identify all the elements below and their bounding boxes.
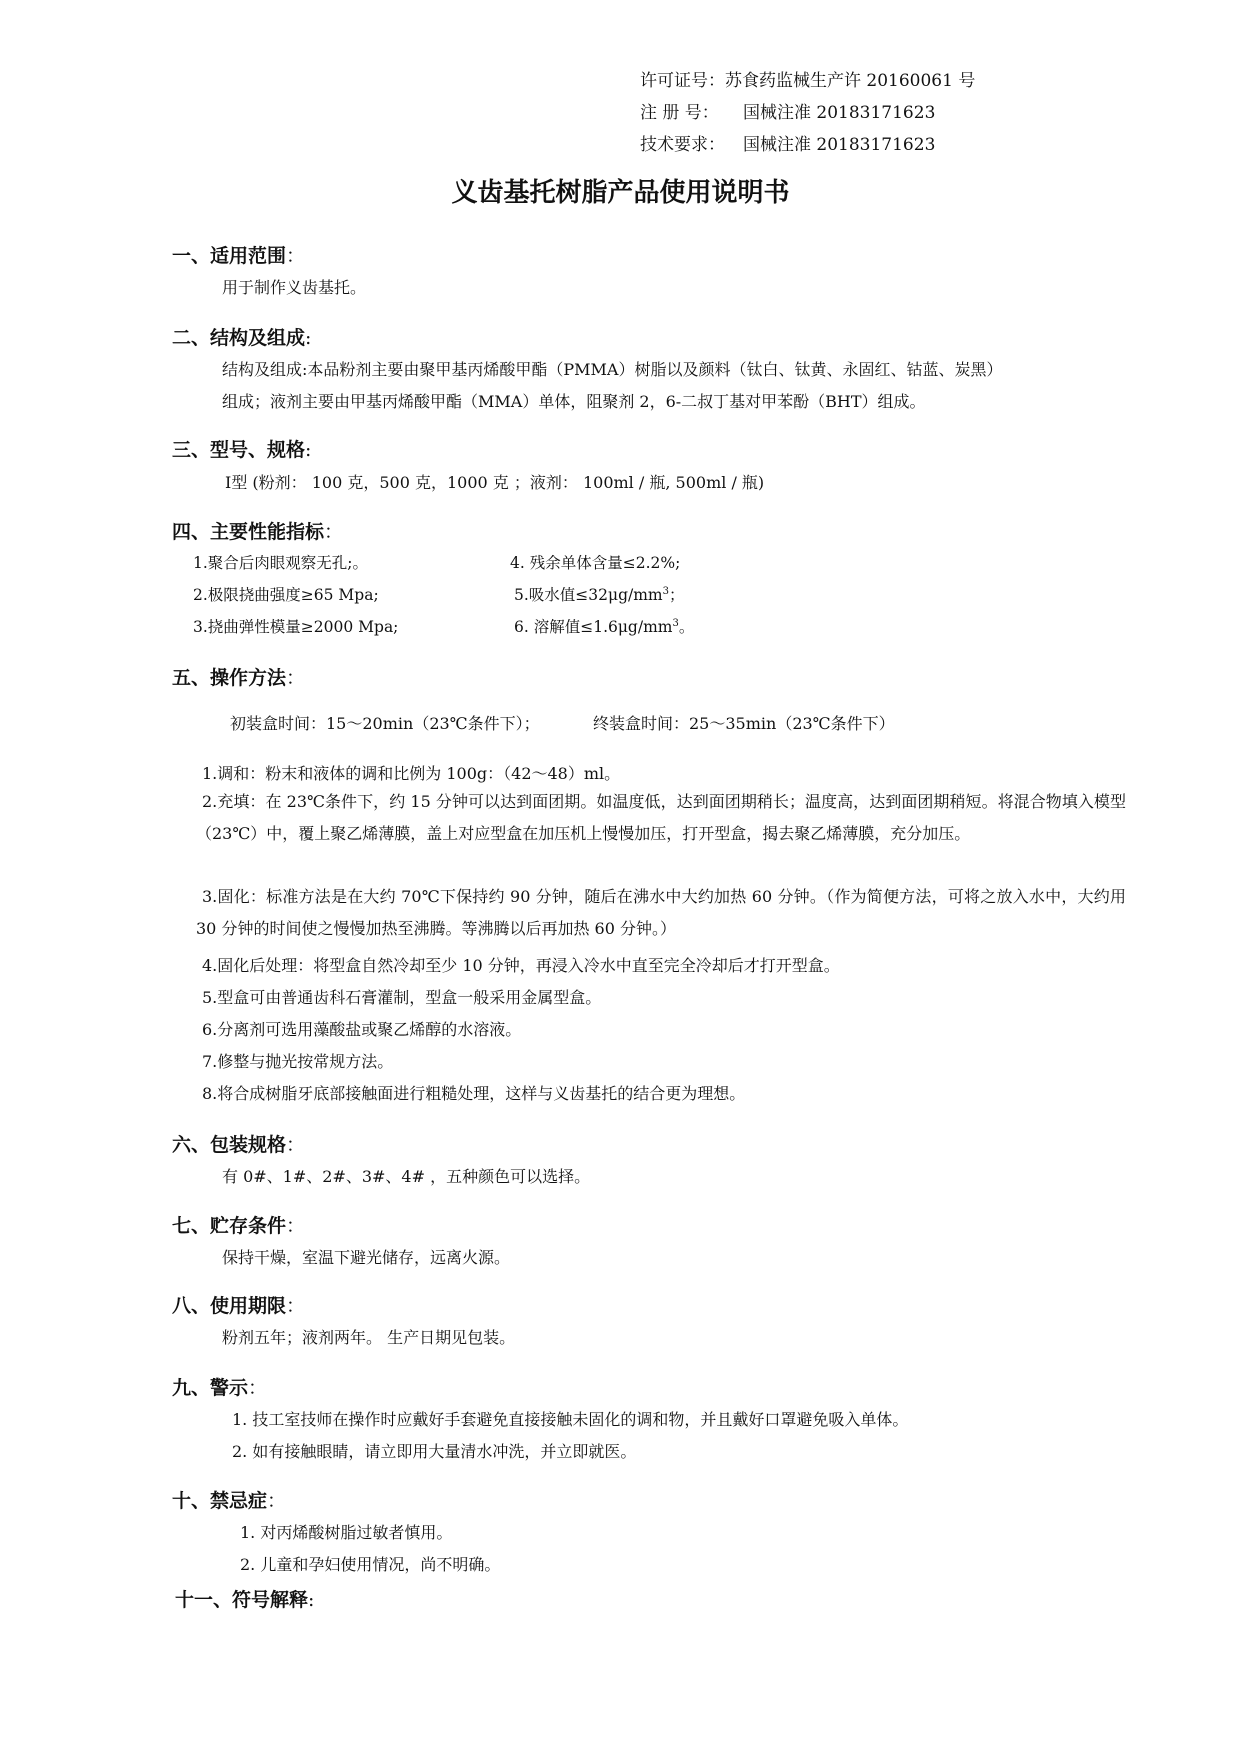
spec-item-6: 6. 溶解值$\le 1.6\mu g/mm^3$。 [514, 617, 695, 636]
section-11-heading: 十一、符号解释: [175, 1589, 315, 1611]
section-2-line-2: 组成；液剂主要由甲基丙烯酸甲酯（MMA）单体，阻聚剂 2，6-二叔丁基对甲苯酚（BHT）组成。 [222, 392, 926, 411]
contraindication-item-2: 2. 儿童和孕妇使用情况，尚不明确。 [240, 1555, 501, 1574]
license-value: 苏食药监械生产许 20160061 号 [725, 71, 976, 91]
section-1-heading: 一、适用范围： [172, 245, 306, 267]
section-8-body: 粉剂五年；液剂两年。 生产日期见包装。 [222, 1328, 516, 1347]
section-5-heading: 五、操作方法： [172, 667, 306, 689]
spec-item-3: 3.挠曲弹性模量≥2000 Mpa; [193, 618, 399, 636]
license-label: 许可证号： [640, 71, 725, 91]
tech-requirement-value: 国械注准 20183171623 [743, 135, 936, 155]
step-8: 8.将合成树脂牙底部接触面进行粗糙处理，这样与义齿基托的结合更为理想。 [202, 1084, 746, 1103]
warning-item-2: 2. 如有接触眼睛，请立即用大量清水冲洗，并立即就医。 [232, 1442, 637, 1461]
license-line [640, 66, 975, 91]
step-3: 3.固化：标准方法是在大约 70℃下保持约 90 分钟，随后在沸水中大约加热 60 分钟。（作为简便方法，可将之放入水中，大约用 30 分钟的时间使之慢慢加热至沸腾。等沸腾以后再加热 60 分钟。） [196, 887, 1126, 938]
section-7-heading: 七、贮存条件： [172, 1215, 306, 1237]
registration-value: 国械注准 20183171623 [743, 103, 936, 123]
spec-item-5: 5.吸水值$\le 32\mu g/mm^3$； [514, 585, 685, 604]
section-9-heading: 九、警示： [172, 1377, 268, 1399]
section-4-heading: 四、主要性能指标： [172, 521, 344, 543]
section-8-heading: 八、使用期限： [172, 1295, 306, 1317]
step-7: 7.修整与抛光按常规方法。 [202, 1052, 394, 1071]
warning-item-1: 1. 技工室技师在操作时应戴好手套避免直接接触未固化的调和物，并且戴好口罩避免吸入单体。 [232, 1410, 909, 1429]
document-title: 义齿基托树脂产品使用说明书 [451, 178, 790, 208]
step-4: 4.固化后处理：将型盒自然冷却至少 10 分钟，再浸入冷水中直至完全冷却后才打开型盒。 [202, 956, 840, 975]
section-1-body: 用于制作义齿基托。 [222, 278, 367, 297]
section-3-body: Ⅰ型 (粉剂： 100 克，500 克，1000 克 ；液剂： 100ml / 瓶, 500ml / 瓶) [225, 473, 765, 492]
step-2: 2.充填：在 23℃条件下，约 15 分钟可以达到面团期。如温度低，达到面团期稍长；温度高，达到面团期稍短。将混合物填入模型（23℃）中，覆上聚乙烯薄膜，盖上对应型盒在加压机上慢慢加压，打开型盒，揭去聚乙烯薄膜，充分加压。 [196, 792, 1126, 843]
section-3-heading: 三、型号、规格: [172, 439, 312, 461]
initial-packing-time: 初装盒时间：15～20min（23℃条件下）； [230, 714, 540, 733]
spec-item-1: 1.聚合后肉眼观察无孔;。 [193, 554, 369, 572]
final-packing-time: 终装盒时间：25～35min（23℃条件下） [593, 714, 895, 733]
spec-item-4: 4. 残余单体含量≤2.2%; [510, 554, 681, 572]
tech-requirement-label: 技术要求： [640, 135, 725, 155]
registration-line [640, 98, 935, 123]
step-6: 6.分离剂可选用藻酸盐或聚乙烯醇的水溶液。 [202, 1020, 522, 1039]
step-1: 1.调和：粉末和液体的调和比例为 100g：（42～48）ml。 [202, 764, 621, 783]
section-7-body: 保持干燥，室温下避光储存，远离火源。 [222, 1248, 511, 1267]
section-6-body: 有 0#、1#、2#、3#、4# ，五种颜色可以选择。 [222, 1167, 591, 1186]
tech-requirement-line [640, 130, 935, 155]
contraindication-item-1: 1. 对丙烯酸树脂过敏者慎用。 [240, 1523, 453, 1542]
spec-item-2: 2.极限挠曲强度≥65 Mpa; [193, 586, 379, 604]
section-10-heading: 十、禁忌症： [172, 1490, 287, 1512]
registration-label: 注 册 号： [640, 103, 719, 123]
step-5: 5.型盒可由普通齿科石膏灌制，型盒一般采用金属型盒。 [202, 988, 602, 1007]
section-6-heading: 六、包装规格： [172, 1134, 306, 1156]
section-2-line-1: 结构及组成:本品粉剂主要由聚甲基丙烯酸甲酯（PMMA）树脂以及颜料（钛白、钛黄、永固红、钴蓝、炭黑） [222, 360, 1003, 379]
section-2-heading: 二、结构及组成: [172, 327, 312, 349]
